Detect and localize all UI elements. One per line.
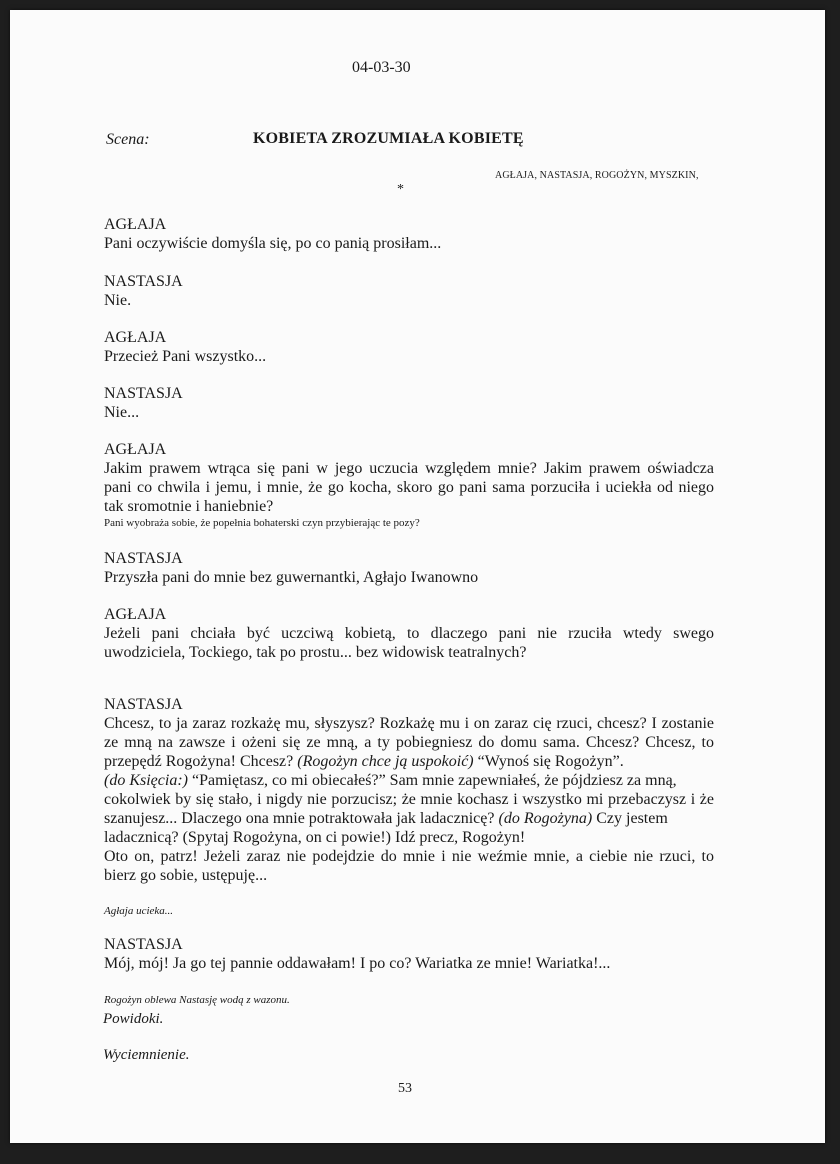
dialogue-line: Przyszła pani do mnie bez guwernantki, Agłajo Iwanowno bbox=[104, 569, 479, 586]
dialogue-block bbox=[104, 384, 714, 422]
dialogue-line: Chcesz, to ja zaraz rozkażę mu, słyszysz? Rozkażę mu i on zaraz cię rzuci, chcesz? I zostanie bbox=[104, 715, 714, 732]
dialogue-block bbox=[104, 272, 714, 310]
dialogue-text: Czy jestem bbox=[592, 810, 668, 827]
stage-powidoki: Powidoki. bbox=[103, 1011, 164, 1027]
page-number: 53 bbox=[398, 1081, 412, 1096]
separator-star: * bbox=[397, 182, 404, 197]
dialogue-line: uwodziciela, Tockiego, tak po prostu... bez widowisk teatralnych? bbox=[104, 644, 527, 661]
cast-list: AGŁAJA, NASTASJA, ROGOŻYN, MYSZKIN, bbox=[495, 170, 699, 181]
dialogue-line bbox=[104, 752, 714, 771]
dialogue-text: przepędź Rogożyna! Chcesz? bbox=[104, 753, 298, 770]
dialogue-line: Nie. bbox=[104, 292, 132, 309]
scene-title: KOBIETA ZROZUMIAŁA KOBIETĘ bbox=[253, 130, 524, 147]
dialogue-line: Oto on, patrz! Jeżeli zaraz nie podejdzie do mnie i nie weźmie mnie, a ciebie nie rzuci, to bbox=[104, 848, 714, 865]
dialogue-block bbox=[104, 328, 714, 366]
dialogue-block-long bbox=[104, 695, 714, 885]
dialogue-text: szanujesz... Dlaczego ona mnie potraktowała jak ladacznicę? bbox=[104, 810, 499, 827]
dialogue-line: cokolwiek by się stało, i nigdy nie porzucisz; że mnie kochasz i wszystko mi przebaczysz i że bbox=[104, 791, 714, 808]
dialogue-block-final bbox=[104, 935, 714, 973]
dialogue-line: Przecież Pani wszystko... bbox=[104, 348, 267, 365]
speaker-name: NASTASJA bbox=[104, 696, 183, 713]
speaker-name: NASTASJA bbox=[104, 385, 183, 402]
dialogue-line: Jeżeli pani chciała być uczciwą kobietą, to dlaczego pani nie rzuciła wtedy swego bbox=[104, 625, 714, 642]
script-page bbox=[10, 10, 825, 1143]
dialogue-line: Mój, mój! Ja go tej pannie oddawałam! I po co? Wariatka ze mnie! Wariatka!... bbox=[104, 955, 611, 972]
dialogue-line: bierz go sobie, ustępuję... bbox=[104, 867, 268, 884]
speaker-name: AGŁAJA bbox=[104, 441, 167, 458]
stage-direction: (do Księcia:) bbox=[104, 772, 188, 789]
dialogue-line: Jakim prawem wtrąca się pani w jego uczucia względem mnie? Jakim prawem oświadcza bbox=[104, 460, 714, 477]
speaker-name: AGŁAJA bbox=[104, 606, 167, 623]
stage-wyciemnienie: Wyciemnienie. bbox=[103, 1047, 190, 1063]
scene-label: Scena: bbox=[106, 131, 150, 148]
dialogue-line: Nie... bbox=[104, 404, 140, 421]
dialogue-line: ze mną na zawsze i ożeni się ze mną, a ty pobiegniesz do domu sama. Chcesz? Chcesz, to bbox=[104, 734, 714, 751]
stage-direction: (Rogożyn chce ją uspokoić) bbox=[297, 753, 474, 770]
dialogue-line: tak sromotnie i haniebnie? bbox=[104, 498, 274, 515]
dialogue-small-line: Pani wyobraża sobie, że popełnia bohaterski czyn przybierając te pozy? bbox=[104, 517, 420, 529]
dialogue-line bbox=[104, 771, 714, 790]
speaker-name: NASTASJA bbox=[104, 936, 183, 953]
dialogue-line: ladacznicą? (Spytaj Rogożyna, on ci powie!) Idź precz, Rogożyn! bbox=[104, 829, 526, 846]
stage-direction: (do Rogożyna) bbox=[498, 810, 593, 827]
speaker-name: NASTASJA bbox=[104, 550, 183, 567]
dialogue-block bbox=[104, 605, 714, 662]
dialogue-text: “Wynoś się Rogożyn”. bbox=[473, 753, 624, 770]
speaker-name: AGŁAJA bbox=[104, 216, 167, 233]
dialogue-line: pani co chwila i jemu, i mnie, że go kocha, skoro go pani sama porzuciła i uciekła od niego bbox=[104, 479, 714, 496]
dialogue-line bbox=[104, 809, 714, 828]
page-date: 04-03-30 bbox=[352, 59, 411, 76]
speaker-name: NASTASJA bbox=[104, 273, 183, 290]
dialogue-block bbox=[104, 215, 714, 253]
dialogue-block bbox=[104, 549, 714, 587]
dialogue-line: Pani oczywiście domyśla się, po co panią prosiłam... bbox=[104, 235, 442, 252]
stage-direction-water: Rogożyn oblewa Nastasję wodą z wazonu. bbox=[104, 994, 290, 1006]
dialogue-text: “Pamiętasz, co mi obiecałeś?” Sam mnie zapewniałeś, że pójdziesz za mną, bbox=[187, 772, 677, 789]
speaker-name: AGŁAJA bbox=[104, 329, 167, 346]
stage-direction-exit: Agłaja ucieka... bbox=[104, 905, 174, 917]
dialogue-block bbox=[104, 440, 714, 531]
